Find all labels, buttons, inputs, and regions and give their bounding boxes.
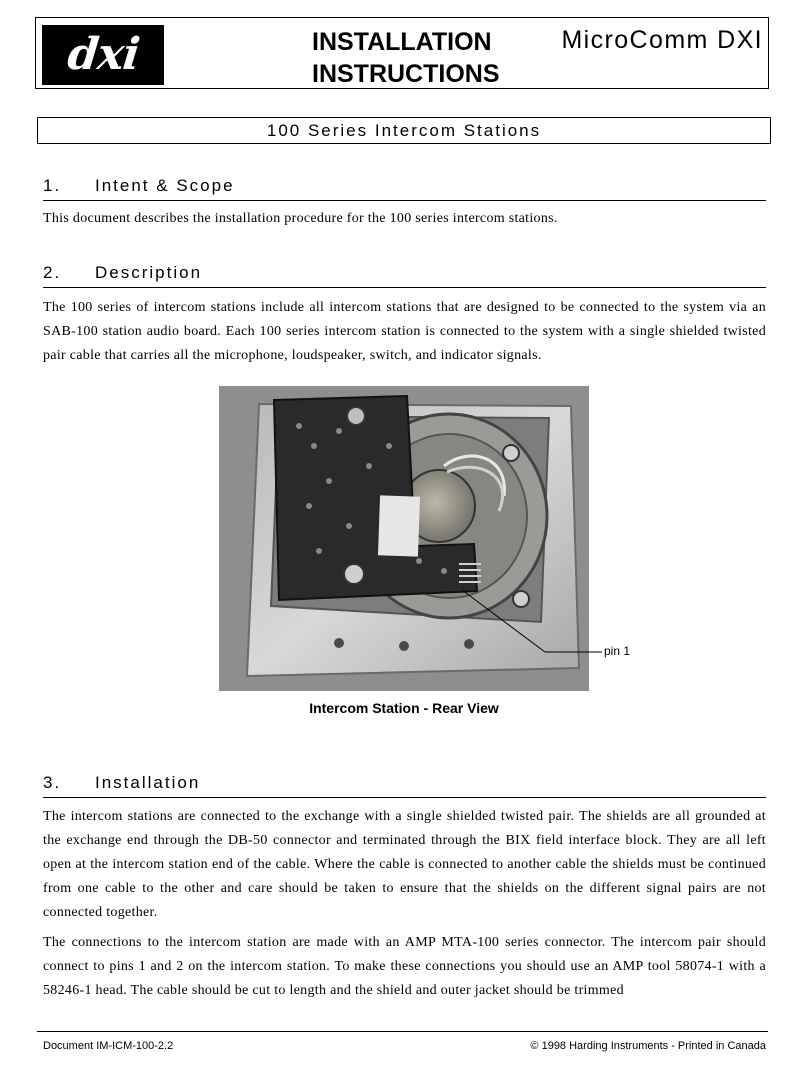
logo-text: dxi (65, 29, 142, 80)
section-paragraph: The 100 series of intercom stations include all intercom stations that are designed to be connected to the system via an SAB-100 station audio board. Each 100 series intercom station is connected to the system with a single shielded twisted pair cable that carries all the microphone, loudspeaker, switch, and indicator signals. (43, 300, 766, 363)
document-title: 100 Series Intercom Stations (37, 117, 771, 144)
section-number: 3. (43, 773, 62, 792)
document-number: Document IM-ICM-100-2.2 (43, 1040, 174, 1052)
pin-1-callout-line (440, 560, 610, 660)
section-number: 1. (43, 176, 62, 195)
title-line-2: INSTRUCTIONS (312, 60, 500, 88)
section-paragraph: The intercom stations are connected to the exchange with a single shielded twisted pair. The shields are all grounded at the exchange end through the DB-50 connector and terminated through the BIX field interface block. They are all left open at the intercom station end of the cable. Where the cable is connected to another cable the shields must be continued from one cable to the other and care should be taken to ensure that the shields on the different signal pairs are not connected together. (43, 809, 766, 920)
product-name: MicroComm DXI (561, 26, 763, 54)
section-number: 2. (43, 263, 62, 282)
section-title: Installation (95, 773, 201, 792)
section-paragraph: The connections to the intercom station are made with an AMP MTA-100 series connector. The intercom pair should connect to pins 1 and 2 on the intercom station. To make these connections you should use an AMP tool 58074-1 with a 58246-1 head. The cable should be cut to length and the shield and outer jacket should be trimmed (43, 935, 766, 998)
pin-1-label: pin 1 (604, 644, 631, 658)
document-type-title (312, 26, 500, 90)
section-heading-intent-scope (43, 176, 766, 201)
title-line-1: INSTALLATION (312, 28, 492, 56)
section-title: Intent & Scope (95, 176, 235, 195)
section-title: Description (95, 263, 203, 282)
copyright-notice: © 1998 Harding Instruments - Printed in Canada (530, 1040, 766, 1052)
section-heading-description (43, 263, 766, 288)
section-heading-installation (43, 773, 766, 798)
footer-divider (37, 1031, 768, 1032)
section-paragraph: This document describes the installation procedure for the 100 series intercom stations. (43, 211, 558, 226)
company-logo (42, 25, 164, 85)
figure-caption: Intercom Station - Rear View (309, 700, 499, 716)
